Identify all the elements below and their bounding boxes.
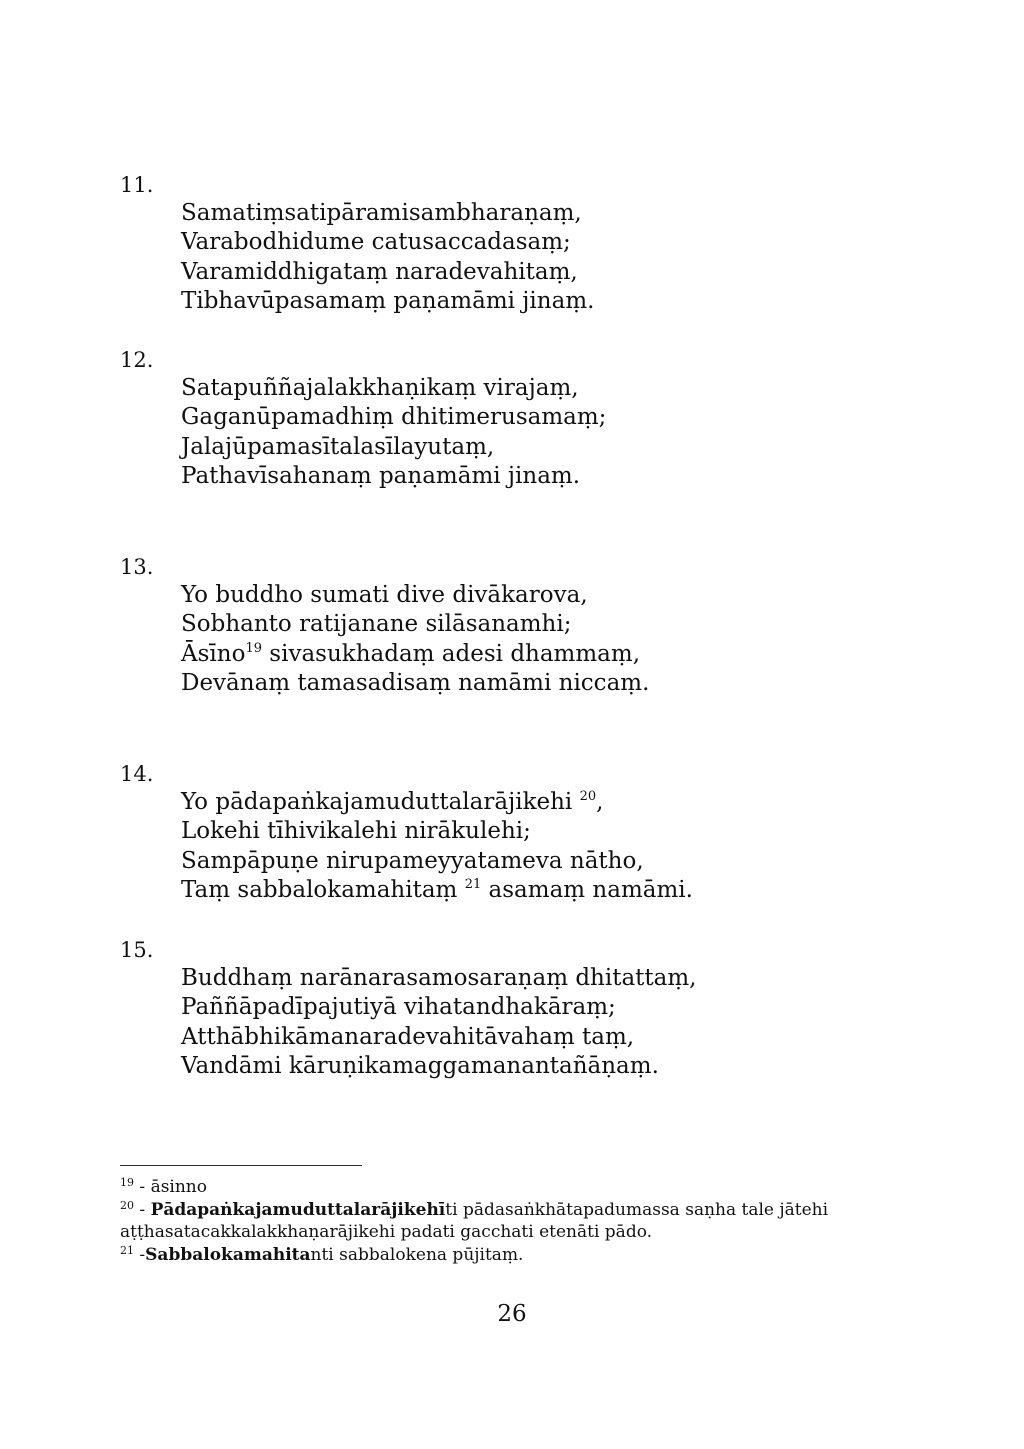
page-number: 26 [497, 1301, 527, 1327]
footnote-dash: - [134, 1177, 151, 1197]
verse-text: Yo pādapaṅkajamuduttalarājikehi [181, 789, 580, 815]
verse-line: Gaganūpamadhiṃ dhitimerusamaṃ; [181, 404, 607, 431]
verse-line: Sampāpuṇe nirupameyyatameva nātho, [181, 847, 644, 874]
verse-lines [181, 964, 920, 1081]
verse-line: Paññāpadīpajutiyā vihatandhakāraṃ; [181, 994, 616, 1021]
verse-line: Lokehi tīhivikalehi nirākulehi; [181, 818, 531, 845]
verse-line: Yo buddho sumati dive divākarova, [181, 582, 588, 608]
footnote-text: nti sabbalokena pūjitaṃ. [310, 1244, 524, 1265]
footnote-mark: 20 [120, 1198, 134, 1212]
footnote-ref-19[interactable]: 19 [245, 640, 262, 656]
stanza-number: 11. [120, 173, 154, 197]
footnotes [120, 1176, 900, 1266]
verse-line: Vandāmi kāruṇikamaggamanantañāṇaṃ. [181, 1052, 659, 1079]
footnote-dash: - [134, 1244, 146, 1265]
footnote-text: ti pādasaṅkhātapadumassa saṇha tale jātehi aṭṭhasatacakkalakkhaṇarājikehi padati gacchati etenāti pādo. [120, 1199, 829, 1242]
footnote-21 [120, 1244, 900, 1267]
verse-line: Sobhanto ratijanane silāsanamhi; [181, 611, 572, 638]
stanza-number: 13. [120, 555, 154, 579]
stanza-11 [120, 171, 920, 316]
stanza-13 [120, 553, 920, 698]
verse-text: asamaṃ namāmi. [481, 876, 693, 903]
footnote-ref-21[interactable]: 21 [464, 876, 482, 892]
footnote-term: Pādapaṅkajamuduttalarājikehī [150, 1199, 446, 1220]
verse-line: Pathavīsahanaṃ paṇamāmi jinaṃ. [181, 462, 581, 489]
verse-text: sivasukhadaṃ adesi dhammaṃ, [261, 640, 641, 667]
footnote-divider [120, 1165, 362, 1166]
verse-text: Āsīno [181, 640, 246, 667]
stanza-12 [120, 346, 920, 491]
verse-line: Tibhavūpasamaṃ paṇamāmi jinaṃ. [181, 287, 595, 314]
verse-lines [181, 581, 920, 698]
verse-lines [181, 374, 920, 491]
verse-line: Varamiddhigataṃ naradevahitaṃ, [181, 258, 578, 285]
stanza-15 [120, 936, 920, 1081]
verse-line: Samatiṃsatipāramisambharaṇaṃ, [181, 200, 582, 226]
footnote-mark: 19 [120, 1176, 134, 1189]
verse-line-with-note [181, 640, 920, 669]
footnote-term: Sabbalokamahita [145, 1244, 311, 1265]
verse-line-with-note [181, 876, 920, 905]
footnote-text: āsinno [150, 1177, 207, 1197]
footnote-ref-20[interactable]: 20 [579, 789, 597, 804]
verse-line: Atthābhikāmanaradevahitāvahaṃ taṃ, [181, 1023, 635, 1050]
stanza-14 [120, 760, 920, 905]
footnote-19 [120, 1176, 900, 1199]
verse-line: Jalajūpamasītalasīlayutaṃ, [181, 433, 495, 460]
verse-line: Buddhaṃ narānarasamosaraṇaṃ dhitattaṃ, [181, 965, 697, 991]
verse-text: , [596, 789, 604, 815]
verse-line: Satapuññajalakkhaṇikaṃ virajaṃ, [181, 375, 579, 401]
stanza-number: 14. [120, 762, 154, 786]
stanza-number: 12. [120, 348, 154, 372]
verse-line: Devānaṃ tamasadisaṃ namāmi niccaṃ. [181, 669, 650, 696]
verse-line-with-note [181, 788, 920, 817]
footnote-20 [120, 1199, 900, 1244]
verse-text: Taṃ sabbalokamahitaṃ [181, 876, 465, 903]
footnote-dash: - [134, 1199, 151, 1220]
verse-lines [181, 199, 920, 316]
verse-line: Varabodhidume catusaccadasaṃ; [181, 229, 571, 256]
verse-lines [181, 788, 920, 905]
stanza-number: 15. [120, 938, 154, 962]
footnote-mark: 21 [120, 1243, 134, 1257]
